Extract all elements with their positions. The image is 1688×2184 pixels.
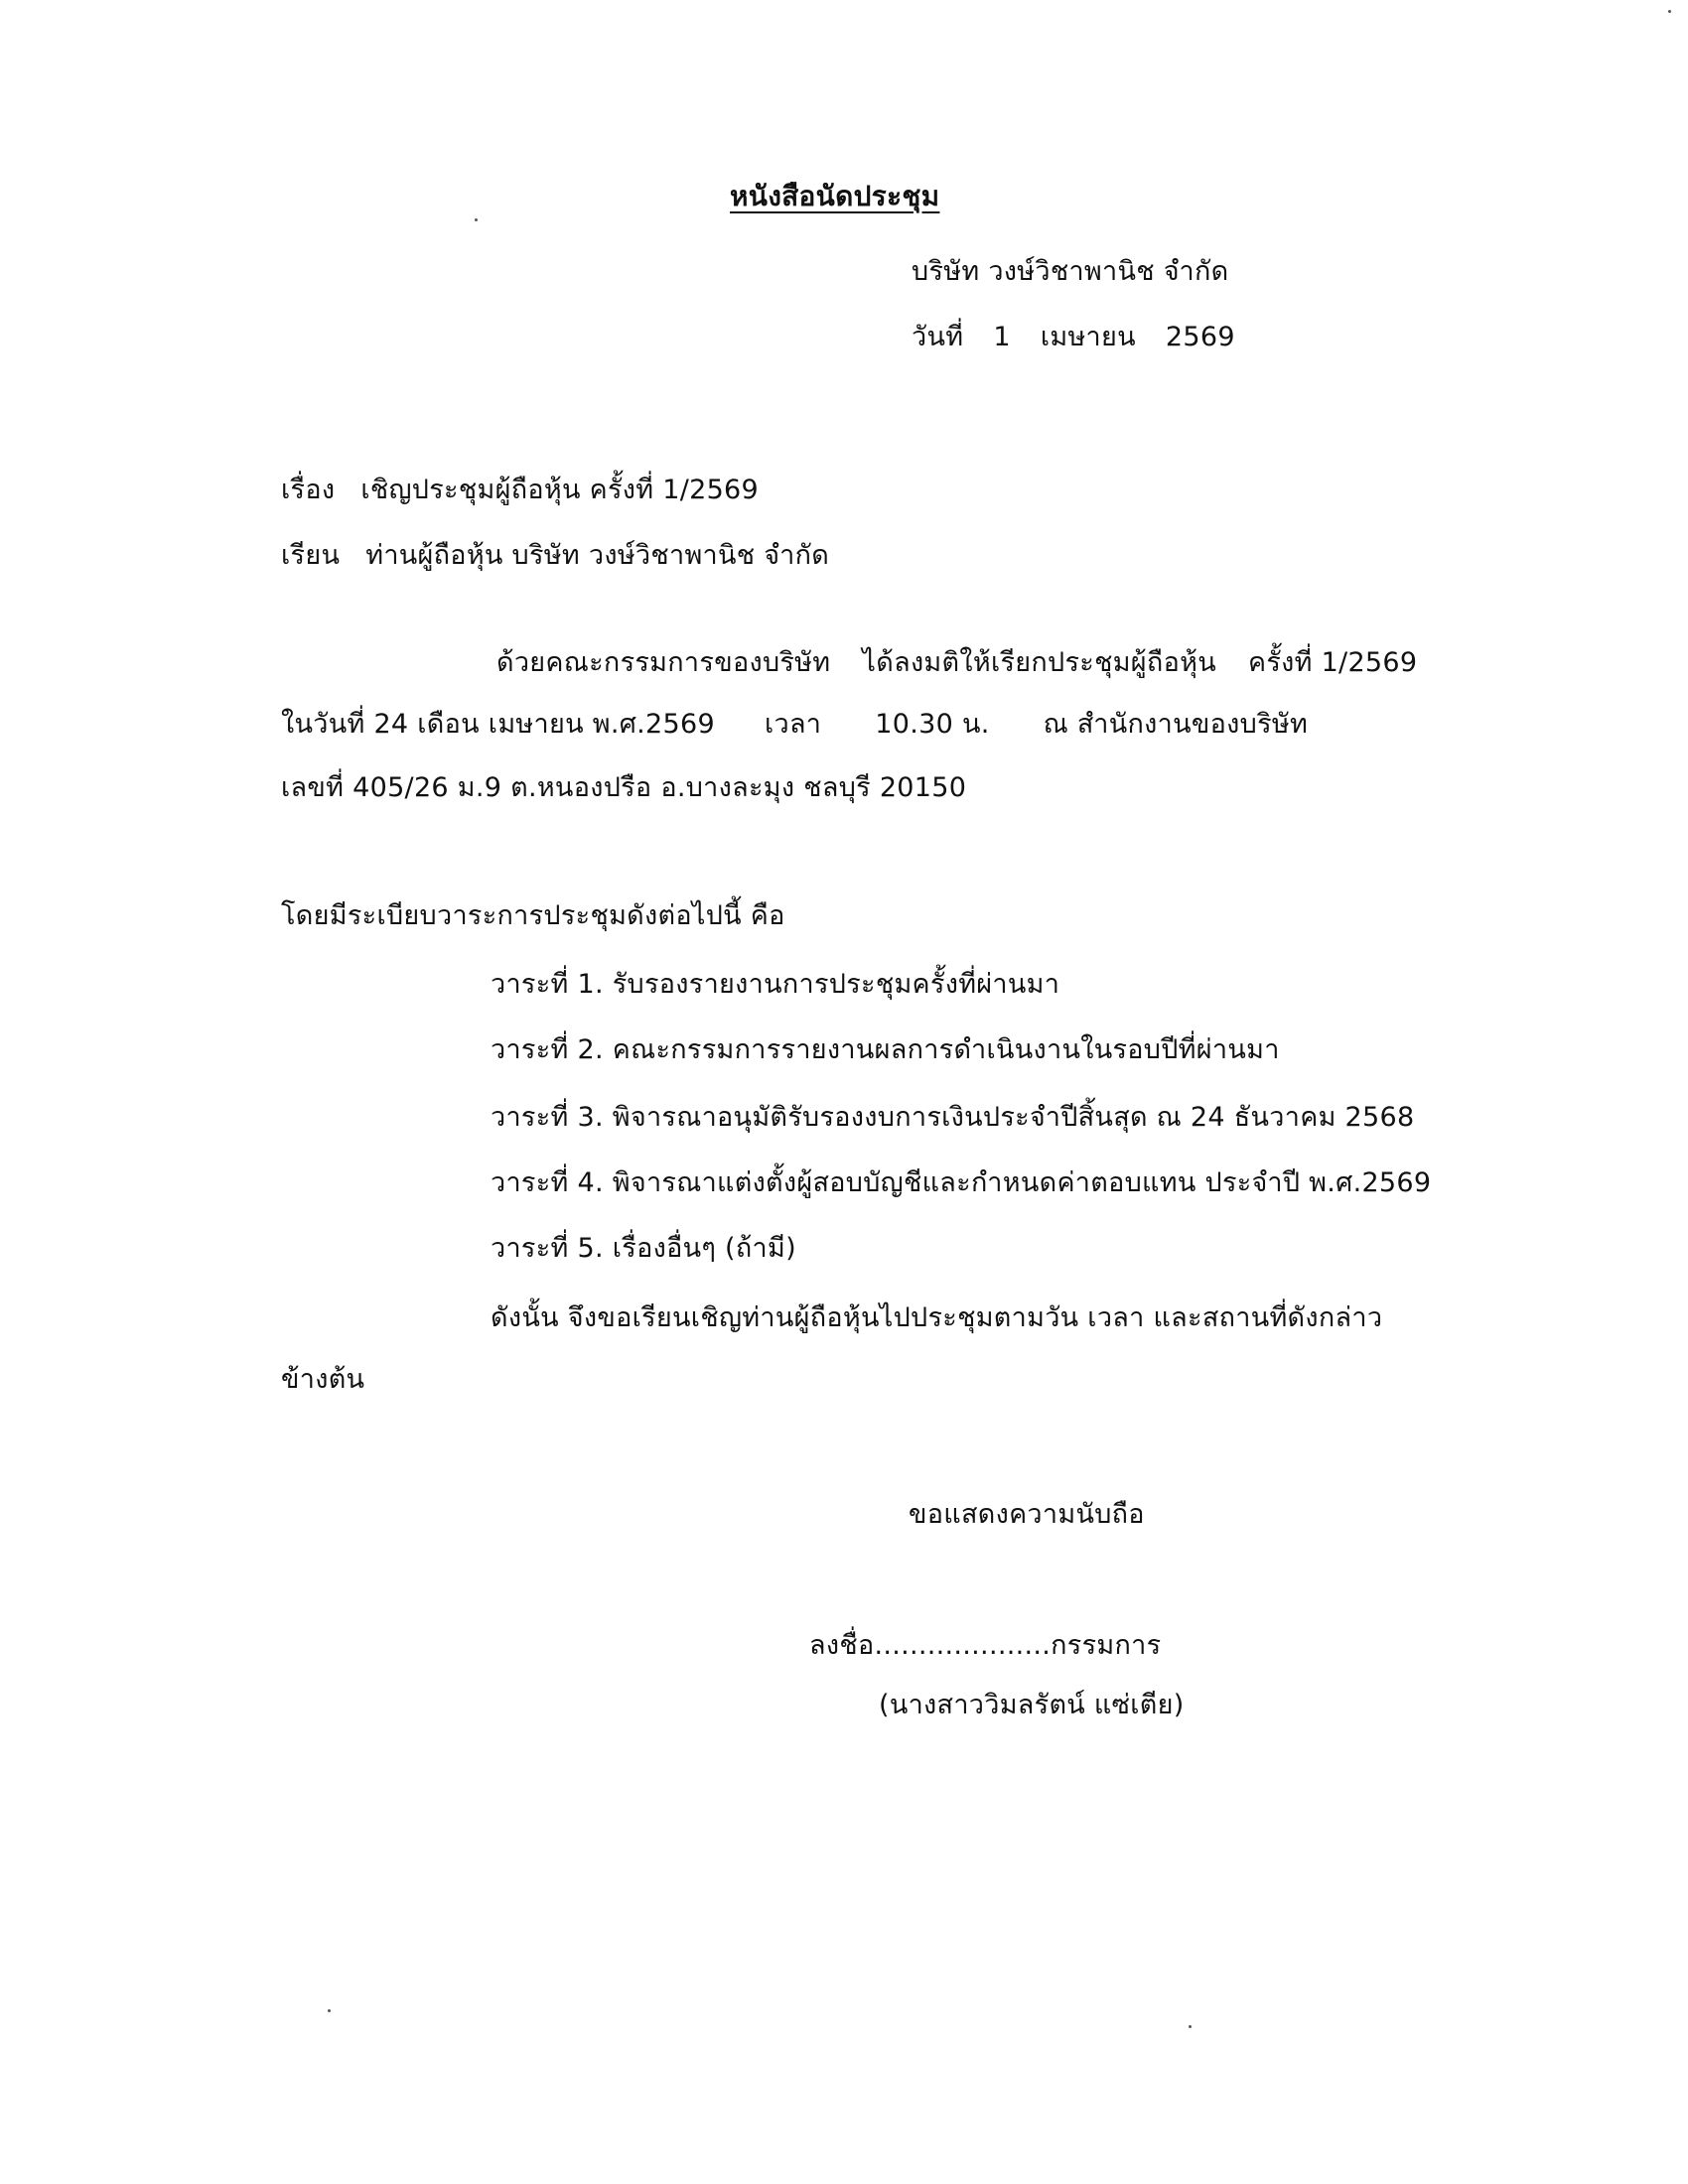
regards: ขอแสดงความนับถือ	[909, 1499, 1145, 1530]
agenda-item-5: วาระที่ 5. เรื่องอื่นๆ (ถ้ามี)	[491, 1233, 796, 1264]
date-day: 1	[993, 322, 1011, 352]
date-label: วันที่	[912, 322, 964, 352]
body-line-1c: ครั้งที่ 1/2569	[1247, 647, 1418, 678]
document-date	[912, 320, 1235, 355]
agenda-item-1: วาระที่ 1. รับรองรายงานการประชุมครั้งที่ผ่านมา	[491, 969, 1060, 1000]
date-month: เมษายน	[1040, 322, 1136, 352]
company-name: บริษัท วงษ์วิชาพานิช จำกัด	[912, 256, 1229, 287]
closing-line-2: ข้างต้น	[281, 1364, 365, 1395]
signature-line: ลงชื่อ....................กรรมการ	[809, 1630, 1162, 1661]
body-line-2d: ณ สำนักงานของบริษัท	[1043, 709, 1309, 740]
agenda-intro: โดยมีระเบียบวาระการประชุมดังต่อไปนี้ คือ	[281, 900, 785, 931]
body-line-2a: ในวันที่ 24 เดือน เมษายน พ.ศ.2569	[281, 709, 715, 740]
body-line-2b: เวลา	[764, 709, 822, 740]
subject-text: เชิญประชุมผู้ถือหุ้น ครั้งที่ 1/2569	[360, 475, 760, 505]
addressee-text: ท่านผู้ถือหุ้น บริษัท วงษ์วิชาพานิช จำกัด	[365, 540, 830, 571]
scan-speck	[1189, 2025, 1192, 2028]
body-line-3: เลขที่ 405/26 ม.9 ต.หนองปรือ อ.บางละมุง ชลบุรี 20150	[281, 772, 967, 803]
agenda-item-4: วาระที่ 4. พิจารณาแต่งตั้งผู้สอบบัญชีและกำหนดค่าตอบแทน ประจำปี พ.ศ.2569	[491, 1167, 1432, 1198]
signatory-name: (นางสาววิมลรัตน์ แซ่เตีย)	[879, 1690, 1185, 1720]
scan-speck	[475, 218, 478, 221]
subject-label: เรื่อง	[281, 475, 336, 505]
scan-speck	[1668, 10, 1671, 13]
subject-line	[281, 473, 759, 508]
agenda-item-3: วาระที่ 3. พิจารณาอนุมัติรับรองงบการเงินประจำปีสิ้นสุด ณ 24 ธันวาคม 2568	[491, 1102, 1415, 1133]
scan-speck	[328, 2009, 331, 2012]
body-line-1a: ด้วยคณะกรรมการของบริษัท	[496, 647, 831, 678]
closing-line-1: ดังนั้น จึงขอเรียนเชิญท่านผู้ถือหุ้นไปประชุมตามวัน เวลา และสถานที่ดังกล่าว	[491, 1302, 1383, 1333]
date-year: 2569	[1165, 322, 1235, 352]
body-line-1	[496, 645, 1417, 681]
body-line-2	[281, 707, 1308, 743]
agenda-item-2: วาระที่ 2. คณะกรรมการรายงานผลการดำเนินงานในรอบปีที่ผ่านมา	[491, 1034, 1280, 1065]
body-line-1b: ได้ลงมติให้เรียกประชุมผู้ถือหุ้น	[862, 647, 1216, 678]
document-title: หนังสือนัดประชุม	[730, 180, 940, 212]
body-line-2c: 10.30 น.	[875, 709, 990, 740]
addressee-line	[281, 538, 829, 574]
addressee-label: เรียน	[281, 540, 341, 571]
